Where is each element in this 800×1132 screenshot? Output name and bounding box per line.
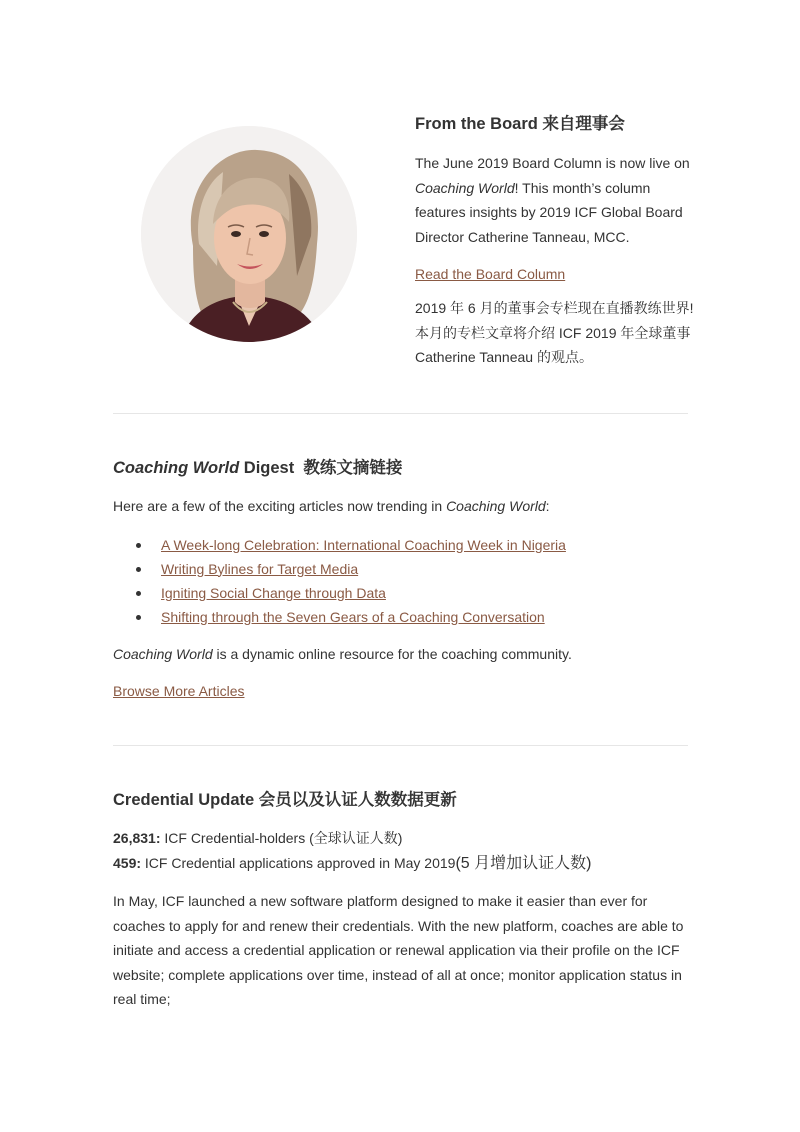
credential-holders-label: ICF Credential-holders (全球认证人数): [160, 830, 403, 846]
credential-holders-stat: [113, 826, 693, 851]
credential-body: In May, ICF launched a new software platform designed to make it easier than ever for coaches to apply for and renew their credentials. With the new platform, coaches are able to initiate and access a credential application or renewal application via their profile on the ICF website; complete applications over time, instead of all at once; monitor application status in real time;: [113, 893, 684, 1007]
bullet-icon: [136, 615, 141, 620]
board-paragraph: [415, 151, 695, 249]
article-link-bylines[interactable]: Writing Bylines for Target Media: [161, 560, 359, 577]
digest-intro-lead: Here are a few of the exciting articles now trending in: [113, 498, 447, 514]
digest-title-rest: Digest 教练文摘链接: [239, 459, 403, 477]
digest-title-emphasis: Coaching World: [113, 459, 240, 477]
list-item: [161, 533, 688, 557]
digest-section: [113, 456, 688, 703]
applications-approved-count: 459:: [113, 854, 142, 871]
article-list: [113, 533, 688, 629]
digest-intro: [113, 494, 688, 519]
digest-intro-emphasis: Coaching World: [446, 498, 546, 514]
board-director-portrait: [141, 126, 357, 342]
coaching-world-emphasis: Coaching World: [415, 179, 515, 196]
digest-description-emphasis: Coaching World: [113, 645, 213, 662]
applications-approved-label: ICF Credential applications approved in May 2019: [141, 854, 456, 871]
read-board-column-link[interactable]: Read the Board Column: [415, 266, 566, 282]
bullet-icon: [136, 543, 141, 548]
credential-section: [113, 788, 693, 1012]
section-divider: [113, 413, 688, 414]
credential-holders-count: 26,831:: [113, 830, 161, 846]
article-link-nigeria[interactable]: A Week-long Celebration: International Coaching Week in Nigeria: [161, 536, 566, 553]
board-paragraph-lead: The June 2019 Board Column is now live on: [415, 155, 690, 171]
board-section: [113, 100, 694, 390]
board-text: [415, 100, 695, 370]
section-divider: [113, 745, 688, 746]
bullet-icon: [136, 567, 141, 572]
list-item: [161, 557, 688, 581]
applications-approved-stat: [113, 851, 693, 877]
credential-title: Credential Update 会员以及认证人数数据更新: [113, 791, 457, 809]
article-link-social-change[interactable]: Igniting Social Change through Data: [161, 584, 386, 601]
list-item: [161, 581, 688, 605]
digest-description-rest: is a dynamic online resource for the coaching community.: [212, 645, 572, 662]
digest-title: [113, 456, 688, 480]
digest-intro-end: :: [545, 498, 550, 514]
board-title: From the Board 来自理事会: [415, 115, 625, 133]
portrait-illustration: [141, 126, 357, 342]
digest-description: [113, 642, 688, 667]
board-paragraph-rest: ! This month’s column features insights by 2019 ICF Global Board Director Catherine Tanneau, MCC.: [415, 179, 683, 245]
bullet-icon: [136, 591, 141, 596]
board-paragraph-chinese: 2019 年 6 月的董事会专栏现在直播教练世界! 本月的专栏文章将介绍 ICF 2019 年全球董事 Catherine Tanneau 的观点。: [415, 300, 694, 365]
browse-more-articles-link[interactable]: Browse More Articles: [113, 683, 245, 699]
applications-approved-chinese: (5 月增加认证人数): [455, 854, 592, 872]
list-item: [161, 605, 688, 629]
article-link-seven-gears[interactable]: Shifting through the Seven Gears of a Coaching Conversation: [161, 608, 545, 625]
